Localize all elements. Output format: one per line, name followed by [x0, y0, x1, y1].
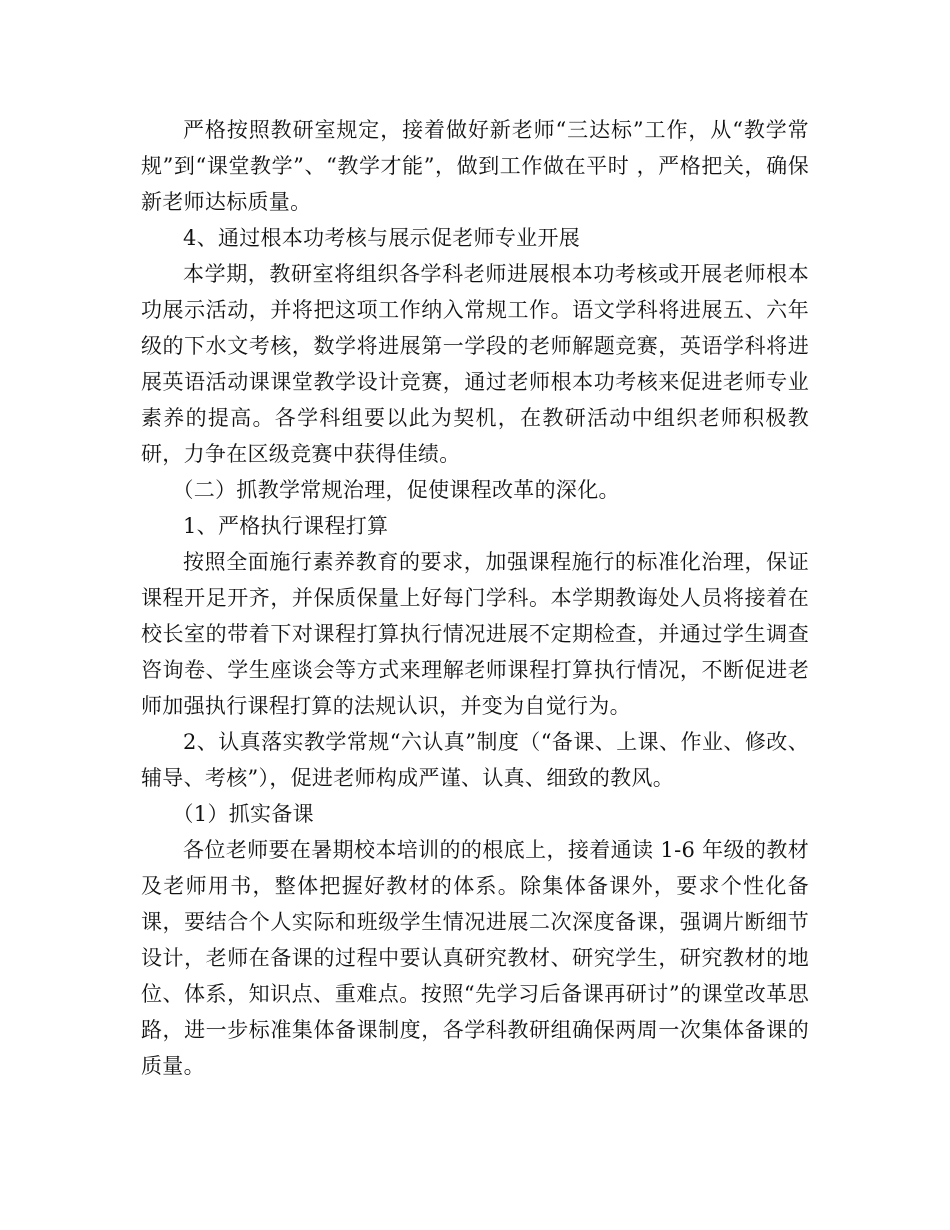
heading-basic-skills-assessment: 4、通过根本功考核与展示促老师专业开展 [183, 226, 581, 250]
paragraph-lesson-preparation: 各位老师要在暑期校本培训的的根底上，接着通读 1-6 年级的教材及老师用书，整体把握好教材的体系。除集体备课外，要求个性化备课，要结合个人实际和班级学生情况进展二次深度备课，强调片断细节设计，老师在备课的过程中要认真研究教材、研究学生，研究教材的地位、体系，知识点、重难点。按照“先学习后备课再研讨”的课堂改革思路，进一步标准集体备课制度，各学科教研组确保两周一次集体备课的质量。 [141, 838, 809, 1078]
paragraph-course-plan-execution: 按照全面施行素养教育的要求，加强课程施行的标准化治理，保证课程开足开齐，并保质保量上好每门学科。本学期教诲处人员将接着在校长室的带着下对课程打算执行情况进展不定期检查，并通过学生调查咨询卷、学生座谈会等方式来理解老师课程打算执行情况，不断促进老师加强执行课程打算的法规认识，并变为自觉行为。 [141, 550, 809, 718]
heading-lesson-preparation: （1）抓实备课 [172, 802, 314, 826]
heading-course-plan-execution: 1、严格执行课程打算 [183, 514, 389, 538]
paragraph-new-teacher-standards: 严格按照教研室规定，接着做好新老师“三达标”工作，从“教学常规”到“课堂教学”、“教学才能”，做到工作做在平时 ，严格把关，确保新老师达标质量。 [141, 118, 809, 214]
paragraph-basic-skills-activities: 本学期，教研室将组织各学科老师进展根本功考核或开展老师根本功展示活动，并将把这项工作纳入常规工作。语文学科将进展五、六年级的下水文考核，数学将进展第一学段的老师解题竞赛，英语学科将进展英语活动课课堂教学设计竞赛，通过老师根本功考核来促进老师专业素养的提高。各学科组要以此为契机，在教研活动中组织老师积极教研，力争在区级竞赛中获得佳绩。 [141, 262, 809, 466]
document-body [141, 112, 809, 1084]
heading-teaching-routine-management: （二）抓教学常规治理，促使课程改革的深化。 [172, 478, 620, 502]
paragraph-six-earnest-system: 2、认真落实教学常规“六认真”制度（“备课、上课、作业、修改、辅导、考核”），促进老师构成严谨、认真、细致的教风。 [141, 730, 809, 790]
